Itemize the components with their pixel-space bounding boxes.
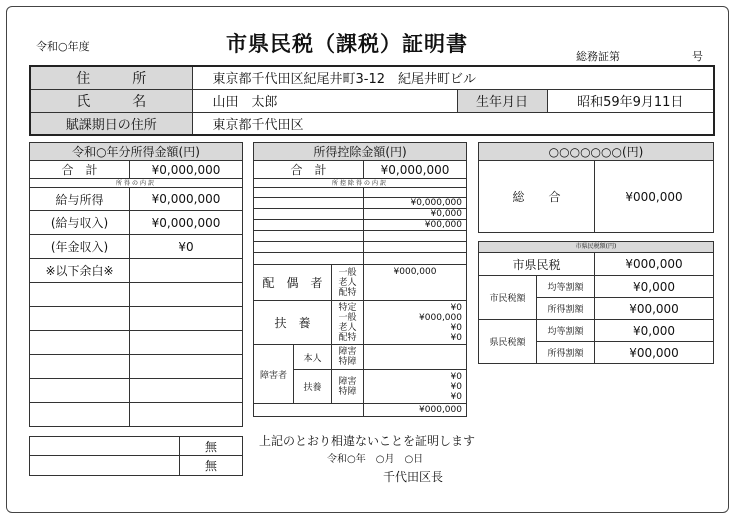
income-header: 令和○年分所得金額(円) xyxy=(30,143,243,161)
issuer: 千代田区長 xyxy=(383,470,444,484)
city-income-label: 所得割額 xyxy=(537,298,595,320)
disabled-label: 障害者 xyxy=(254,345,294,404)
pref-flat-label: 均等割額 xyxy=(537,320,595,342)
birth-value: 昭和59年9月11日 xyxy=(547,89,714,112)
disabled-dependent-label: 扶養 xyxy=(294,370,332,404)
city-pref-label: 市県民税 xyxy=(479,253,595,276)
spouse-label: 配 偶 者 xyxy=(254,265,332,301)
income-row-label: ※以下余白※ xyxy=(30,259,130,283)
deduction-value: ¥0,000,000 xyxy=(364,198,467,209)
income-table xyxy=(29,142,243,427)
levy-address-label: 賦課期日の住所 xyxy=(30,112,192,135)
pref-tax-label: 県民税額 xyxy=(479,320,537,364)
name-label: 氏 名 xyxy=(30,89,192,112)
deduction-last-value: ¥000,000 xyxy=(364,404,467,417)
misc-value: 無 xyxy=(180,456,243,476)
income-total-value: ¥0,000,000 xyxy=(130,161,243,179)
disabled-dependent-values: ¥0 ¥0 ¥0 xyxy=(364,370,467,404)
levy-address-value: 東京都千代田区 xyxy=(192,112,714,135)
address-value: 東京都千代田区紀尾井町3-12 紀尾井町ビル xyxy=(192,66,714,89)
pref-income-value: ¥00,000 xyxy=(595,342,714,364)
address-label: 住 所 xyxy=(30,66,192,89)
tax-total-table xyxy=(478,142,714,233)
deduction-table xyxy=(253,142,467,417)
deduction-total-value: ¥0,000,000 xyxy=(364,161,467,179)
income-row-label: 給与所得 xyxy=(30,188,130,211)
income-row-value xyxy=(130,259,243,283)
personal-info-table xyxy=(29,65,715,136)
dependent-values: ¥0 ¥000,000 ¥0 ¥0 xyxy=(364,301,467,345)
income-breakdown: 所得の内訳 xyxy=(30,179,243,188)
income-row-value: ¥0 xyxy=(130,235,243,259)
income-row-label: (給与収入) xyxy=(30,211,130,235)
cert-number-label: 総務証第 xyxy=(576,50,620,63)
dependent-types: 特定 一般 老人 配特 xyxy=(332,301,364,345)
cert-number-suffix: 号 xyxy=(692,50,703,63)
tax-header: ○○○○○○○(円) xyxy=(479,143,714,161)
dependent-label: 扶 養 xyxy=(254,301,332,345)
city-pref-value: ¥000,000 xyxy=(595,253,714,276)
residence-tax-table xyxy=(478,241,714,364)
residence-tax-header: 市県民税額(円) xyxy=(479,242,714,253)
city-tax-label: 市民税額 xyxy=(479,276,537,320)
birth-label: 生年月日 xyxy=(457,89,547,112)
deduction-total-label: 合 計 xyxy=(254,161,364,179)
disabled-self-types: 障害 特障 xyxy=(332,345,364,370)
tax-total-value: ¥000,000 xyxy=(595,161,714,233)
certification-statement: 上記のとおり相違ないことを証明します xyxy=(259,434,476,448)
income-row-value: ¥0,000,000 xyxy=(130,211,243,235)
income-row-label: (年金収入) xyxy=(30,235,130,259)
deduction-value: ¥00,000 xyxy=(364,220,467,231)
spouse-value: ¥000,000 xyxy=(364,265,467,301)
pref-income-label: 所得割額 xyxy=(537,342,595,364)
misc-table xyxy=(29,436,243,476)
disabled-dependent-types: 障害 特障 xyxy=(332,370,364,404)
city-flat-value: ¥0,000 xyxy=(595,276,714,298)
spouse-types: 一般 老人 配特 xyxy=(332,265,364,301)
deduction-breakdown: 所控除得の内訳 xyxy=(254,179,467,188)
pref-flat-value: ¥0,000 xyxy=(595,320,714,342)
income-total-label: 合 計 xyxy=(30,161,130,179)
income-row-value: ¥0,000,000 xyxy=(130,188,243,211)
deduction-header: 所得控除金額(円) xyxy=(254,143,467,161)
misc-value: 無 xyxy=(180,437,243,456)
city-income-value: ¥00,000 xyxy=(595,298,714,320)
issue-date: 令和○年 ○月 ○日 xyxy=(327,454,424,465)
era-year: 令和○年度 xyxy=(36,40,90,53)
disabled-self-label: 本人 xyxy=(294,345,332,370)
city-flat-label: 均等割額 xyxy=(537,276,595,298)
name-value: 山田 太郎 xyxy=(192,89,457,112)
document-title: 市県民税（課税）証明書 xyxy=(226,31,468,56)
tax-total-label: 総 合 xyxy=(479,161,595,233)
deduction-value: ¥0,000 xyxy=(364,209,467,220)
